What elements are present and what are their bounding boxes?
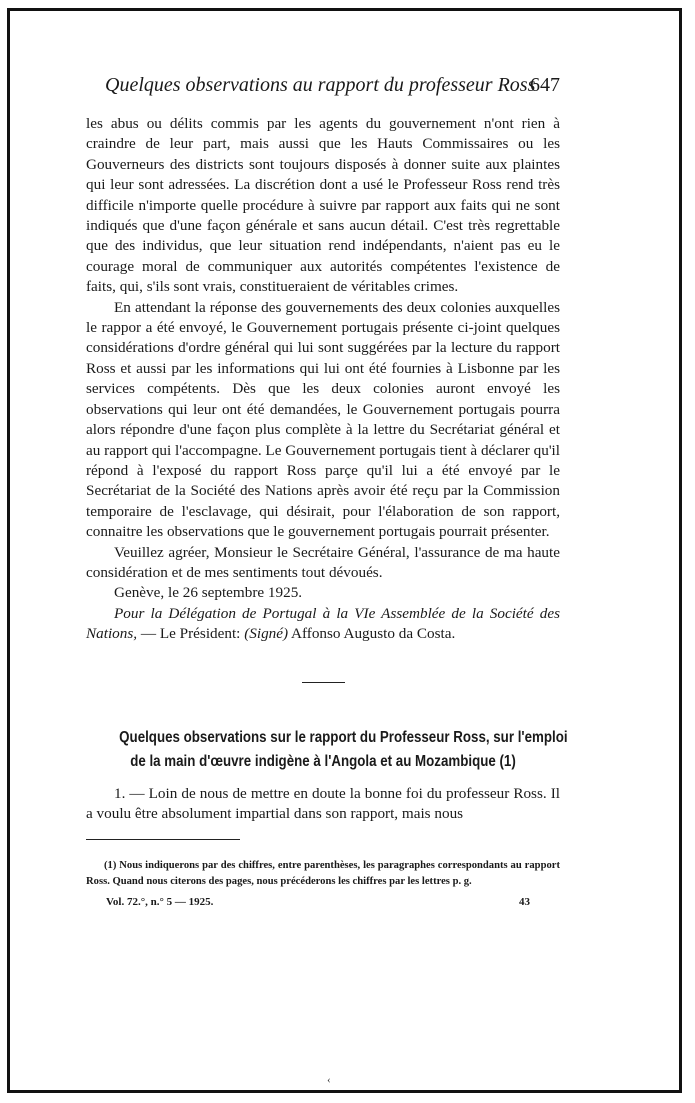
running-head-title: Quelques observations au rapport du professeur Ross	[105, 74, 536, 96]
letter-closing: Veuillez agréer, Monsieur le Secrétaire Général, l'assurance de ma haute considération et de mes sentiments tout dévoués.	[86, 543, 560, 581]
page-footer	[86, 896, 560, 918]
bottom-mark: ‹	[327, 1074, 331, 1086]
section-paragraph-1: 1. — Loin de nous de mettre en doute la bonne foi du professeur Ross. Il a voulu être absolument impartial dans son rapport, mais nous	[86, 784, 560, 822]
footnote-text: (1) Nous indiquerons par des chiffres, entre parenthèses, les paragraphes correspondants au rapport Ross. Quand nous citerons des pages, nous précéderons les chiffres par les lettres p. g.	[86, 860, 560, 888]
section-heading	[119, 726, 568, 774]
signature-president-label: — Le Président:	[137, 625, 245, 643]
footnote	[86, 858, 560, 890]
signature-delegation: Pour la Délégation de Portugal à la VIe Assemblée de la Société des Nations,	[86, 604, 560, 643]
letter-paragraph-2: En attendant la réponse des gouvernements des deux colonies auxquelles le rappor a été envoyé, le Gouvernement portugais présente ci-joint quelques considérations d'ordre général qui lui sont suggérées par la lecture du rapport Ross et aussi par les informations qui lui ont été fournies à Lisbonne par les services compétents. Dès que les deux colonies auront envoyé les observations qui leur ont été demandées, le Gouvernement portugais pourra alors répondre d'une façon plus complète à la lettre du Secrétariat général et au rapport qui l'accompagne. Le Gouvernement portugais tient à déclarer qu'il répond à l'exposé du rapport Ross parçe qu'il lui a été envoyé par le Secrétariat de la Société des Nations après avoir été reçu par la Commission temporaire de l'esclavage, qui désirait, pour l'élaboration de son rapport, connaitre les observations que le gouvernement portugais pourrait présenter.	[86, 298, 560, 541]
section-heading-line-2: de la main d'œuvre indigène à l'Angola et au Mozambique (1)	[130, 752, 516, 770]
letter-date: Genève, le 26 septembre 1925.	[114, 584, 303, 602]
section-divider	[302, 682, 345, 683]
running-head	[86, 70, 560, 104]
signature-signed: (Signé)	[244, 625, 289, 643]
section-heading-line-1: Quelques observations sur le rapport du Professeur Ross, sur l'emploi	[119, 728, 568, 746]
footnote-rule	[86, 839, 240, 840]
signature-mark: 43	[519, 896, 530, 909]
signature-name: Affonso Augusto da Costa.	[288, 625, 456, 643]
section-body	[86, 784, 560, 825]
document-page	[86, 70, 568, 918]
signature-block	[86, 604, 560, 645]
volume-line: Vol. 72.°, n.° 5 — 1925.	[106, 896, 214, 909]
page-number: 647	[530, 74, 560, 96]
letter-paragraph-1: les abus ou délits commis par les agents du gouvernement n'ont rien à craindre de leur part, mais aussi que les Hauts Commissaires ou les Gouverneurs des districts sont toujours disposés à donner suite aux plaintes qui leur sont adressées. La discrétion dont a usé le Professeur Ross rend très difficile n'importe quelle procédure à suivre par rapport aux faits qui ne sont indiqués que d'une façon générale et sans aucun détail. C'est très regrettable que des individus, que leur situation rend indépendants, n'aient pas eu le courage moral de communiquer aux autorités compétentes l'existence de faits, qui, s'ils sont vrais, constitueraient de véritables crimes.	[86, 115, 560, 296]
letter-body	[86, 114, 560, 645]
